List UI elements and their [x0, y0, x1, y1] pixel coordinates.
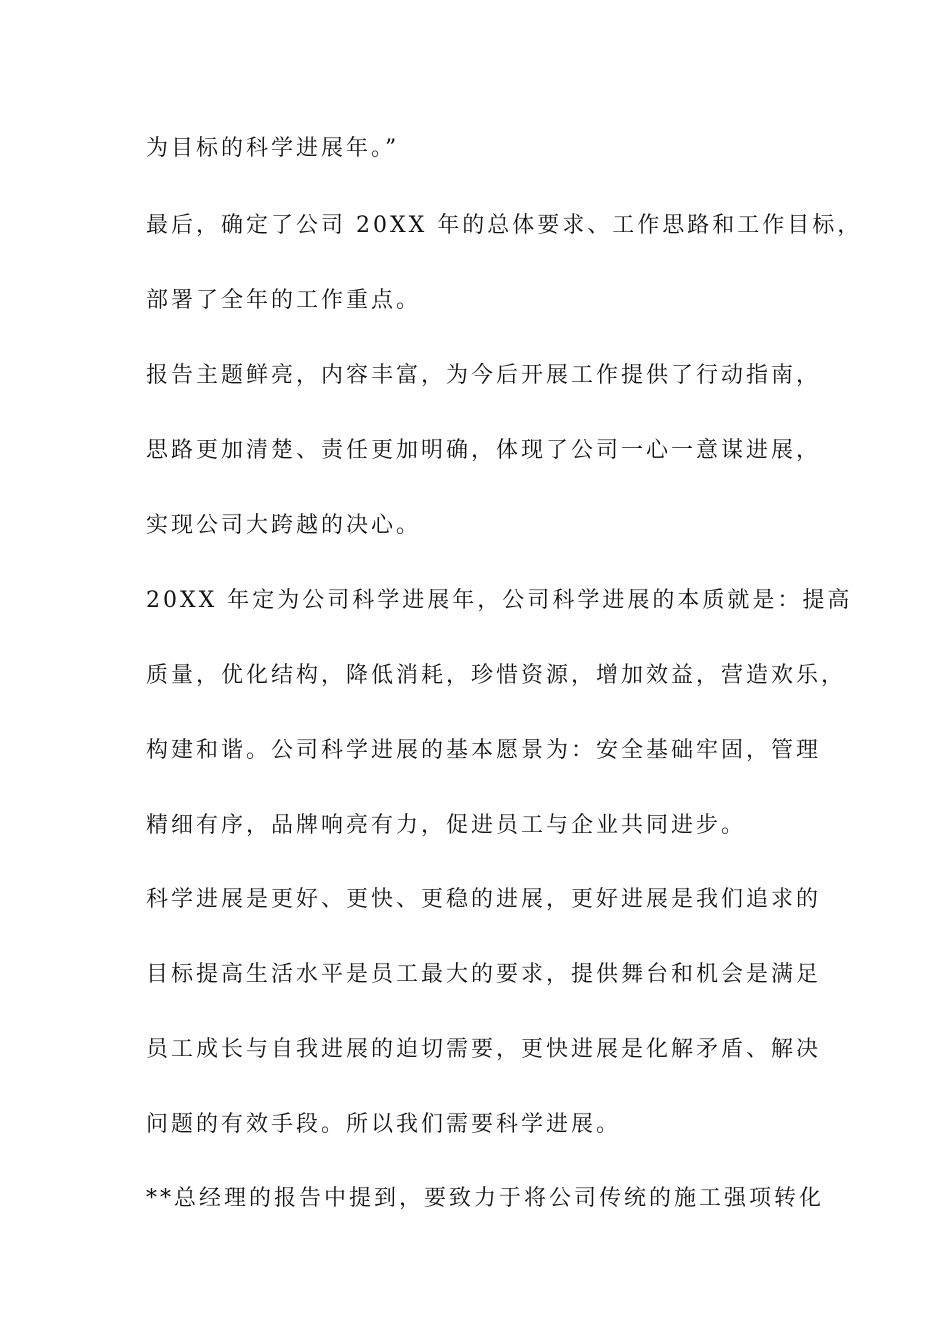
- text-line: 实现公司大跨越的决心。: [146, 513, 422, 538]
- text-line: 目标提高生活水平是员工最大的要求，提供舞台和机会是满足: [146, 962, 822, 987]
- text-line: 构建和谐。公司科学进展的基本愿景为：安全基础牢固，管理: [146, 738, 822, 763]
- text-line: 员工成长与自我进展的迫切需要，更快进展是化解矛盾、解决: [146, 1037, 822, 1062]
- text-line: 问题的有效手段。所以我们需要科学进展。: [146, 1112, 622, 1137]
- text-line: 质量，优化结构，降低消耗，珍惜资源，增加效益，营造欢乐，: [146, 663, 847, 688]
- text-line: 精细有序，品牌响亮有力，促进员工与企业共同进步。: [146, 813, 747, 838]
- text-line: 部署了全年的工作重点。: [146, 288, 422, 313]
- text-line: **总经理的报告中提到，要致力于将公司传统的施工强项转化: [146, 1186, 825, 1211]
- text-line: 思路更加清楚、责任更加明确，体现了公司一心一意谋进展，: [146, 438, 822, 463]
- text-line: 为目标的科学进展年。”: [146, 136, 400, 161]
- text-line: 报告主题鲜亮，内容丰富，为今后开展工作提供了行动指南，: [146, 363, 822, 388]
- text-line: 20XX 年定为公司科学进展年，公司科学进展的本质就是：提高: [146, 588, 853, 613]
- text-line: 最后，确定了公司 20XX 年的总体要求、工作思路和工作目标，: [146, 213, 863, 238]
- text-line: 科学进展是更好、更快、更稳的进展，更好进展是我们追求的: [146, 887, 822, 912]
